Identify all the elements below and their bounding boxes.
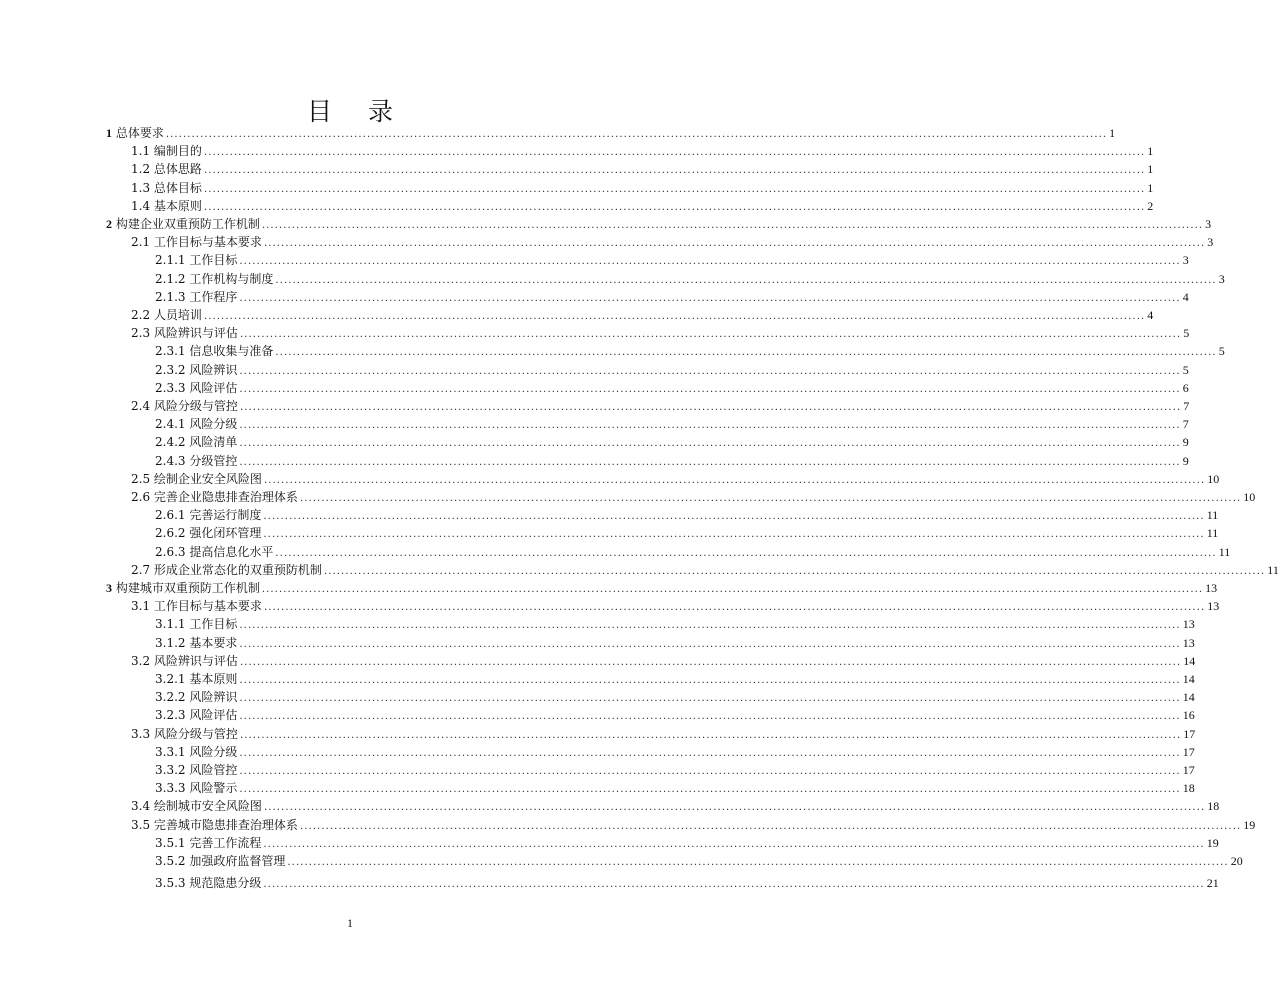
- toc-entry-page: 13: [1182, 635, 1195, 650]
- toc-entry-number: 2.4: [131, 399, 151, 413]
- toc-entry-number: 2.6: [131, 490, 151, 504]
- toc-leader-dots: ............................................................................................................................................................................................................................: [239, 256, 1181, 268]
- toc-entry[interactable]: [155, 434, 1189, 450]
- toc-entry-text: 工作机构与制度: [189, 271, 274, 286]
- toc-entry-page: 9: [1182, 453, 1189, 468]
- toc-entry-page: 11: [1218, 544, 1231, 559]
- toc-entry-page: 19: [1243, 817, 1256, 832]
- toc-entry-text: 绘制企业安全风险图: [153, 471, 262, 486]
- toc-entry-page: 13: [1205, 581, 1218, 595]
- toc-entry-text: 完善企业隐患排查治理体系: [153, 490, 298, 504]
- toc-entry-label: [131, 653, 238, 669]
- toc-entry-number: 3.1: [131, 599, 151, 614]
- toc-entry-page: 19: [1206, 835, 1219, 850]
- toc-leader-dots: ............................................................................................................................................................................................................................: [239, 456, 1181, 468]
- toc-entry-page: 5: [1218, 344, 1225, 359]
- toc-entry-text: 风险管控: [189, 763, 238, 777]
- toc-entry-number: 3.3.1: [155, 744, 186, 759]
- toc-leader-dots: ............................................................................................................................................................................................................................: [275, 347, 1217, 359]
- toc-entry[interactable]: [106, 580, 1218, 596]
- toc-entry-page: 13: [1182, 617, 1195, 632]
- toc-leader-dots: ............................................................................................................................................................................................................................: [263, 529, 1205, 541]
- toc-entry[interactable]: [131, 562, 1279, 578]
- toc-entry-number: 2.6.3: [155, 544, 186, 559]
- toc-entry-number: 2.1.2: [155, 271, 186, 286]
- toc-entry-number: 3.2.1: [155, 672, 186, 686]
- toc-entry[interactable]: [155, 635, 1195, 651]
- toc-entry-page: 1: [1109, 126, 1116, 140]
- toc-entry-page: 18: [1207, 799, 1220, 814]
- toc-entry-label: [131, 143, 202, 159]
- toc-entry[interactable]: [155, 416, 1189, 432]
- toc-leader-dots: ............................................................................................................................................................................................................................: [261, 220, 1204, 231]
- toc-leader-dots: ............................................................................................................................................................................................................................: [239, 747, 1181, 759]
- toc-entry[interactable]: [131, 798, 1220, 814]
- toc-entry-label: [131, 562, 322, 578]
- toc-entry-text: 构建企业双重预防工作机制: [115, 217, 260, 231]
- toc-entry[interactable]: [155, 343, 1225, 359]
- toc-entry-page: 10: [1243, 490, 1256, 504]
- toc-leader-dots: ............................................................................................................................................................................................................................: [239, 784, 1181, 796]
- toc-entry-number: 1.4: [131, 198, 151, 213]
- toc-leader-dots: ............................................................................................................................................................................................................................: [239, 402, 1182, 413]
- toc-leader-dots: ............................................................................................................................................................................................................................: [263, 602, 1206, 614]
- toc-entry-text: 风险评估: [189, 380, 238, 395]
- toc-entry-text: 风险辨识与评估: [153, 326, 238, 341]
- toc-entry-page: 7: [1182, 417, 1189, 432]
- toc-entry-text: 风险辨识: [189, 362, 238, 377]
- toc-entry-page: 4: [1147, 308, 1154, 322]
- toc-entry-number: 2.6.2: [155, 526, 186, 541]
- toc-entry-number: 3.3.3: [155, 781, 186, 796]
- toc-entry-label: [155, 635, 237, 651]
- toc-entry[interactable]: [155, 780, 1195, 796]
- toc-leader-dots: ............................................................................................................................................................................................................................: [239, 711, 1181, 723]
- toc-entry-text: 完善城市隐患排查治理体系: [153, 817, 298, 832]
- toc-entry-number: 3.4: [131, 799, 151, 814]
- toc-entry-text: 绘制城市安全风险图: [153, 799, 262, 814]
- toc-entry-label: [155, 780, 237, 796]
- toc-entry[interactable]: [155, 707, 1195, 723]
- toc-entry-page: 4: [1182, 289, 1189, 304]
- toc-entry-text: 强化闭环管理: [189, 526, 262, 541]
- toc-entry-label: [155, 416, 237, 432]
- toc-entry[interactable]: [155, 252, 1189, 268]
- toc-entry-label: [155, 835, 261, 851]
- toc-entry-label: [131, 234, 262, 250]
- toc-leader-dots: ............................................................................................................................................................................................................................: [299, 820, 1242, 832]
- toc-entry-page: 17: [1183, 726, 1196, 741]
- toc-entry-label: [155, 289, 237, 305]
- toc-entry-number: 3.1.2: [155, 635, 186, 650]
- toc-entry[interactable]: [155, 762, 1195, 778]
- toc-entry-label: [155, 853, 285, 869]
- toc-leader-dots: ............................................................................................................................................................................................................................: [203, 201, 1146, 213]
- toc-leader-dots: ............................................................................................................................................................................................................................: [239, 383, 1181, 395]
- toc-entry-text: 风险分级与管控: [153, 726, 238, 741]
- toc-entry-label: [131, 798, 262, 814]
- toc-entry-page: 11: [1206, 526, 1219, 541]
- toc-entry-page: 1: [1147, 162, 1154, 177]
- page-title: 目 录: [307, 97, 407, 126]
- toc-entry-page: 11: [1267, 562, 1279, 577]
- toc-entry-text: 提高信息化水平: [189, 544, 274, 559]
- toc-entry[interactable]: [155, 525, 1219, 541]
- toc-entry-text: 编制目的: [153, 144, 202, 159]
- toc-entry[interactable]: [155, 875, 1219, 891]
- toc-entry-number: 1.3: [131, 180, 151, 195]
- toc-entry-label: [155, 671, 237, 687]
- toc-leader-dots: ............................................................................................................................................................................................................................: [263, 238, 1206, 250]
- toc-entry-label: [155, 271, 273, 287]
- toc-entry[interactable]: [131, 653, 1196, 669]
- toc-entry[interactable]: [131, 598, 1220, 614]
- toc-entry-label: [131, 398, 238, 414]
- toc-entry-label: [155, 544, 273, 560]
- toc-entry-number: 2.3.1: [155, 344, 186, 359]
- toc-entry-text: 风险分级: [189, 744, 238, 759]
- toc-entry-text: 工作目标: [189, 617, 238, 632]
- toc-entry-label: [106, 216, 260, 232]
- toc-entry[interactable]: [155, 453, 1189, 469]
- toc-entry[interactable]: [131, 198, 1154, 214]
- toc-entry-label: [155, 252, 237, 268]
- toc-entry[interactable]: [131, 398, 1190, 414]
- toc-entry-page: 20: [1230, 854, 1243, 868]
- toc-entry[interactable]: [131, 325, 1190, 341]
- toc-entry-page: 14: [1182, 690, 1195, 705]
- toc-entry-page: 11: [1206, 508, 1219, 523]
- toc-entry[interactable]: [155, 853, 1243, 869]
- toc-entry[interactable]: [131, 161, 1154, 177]
- toc-entry-text: 风险分级: [189, 417, 238, 432]
- toc-entry-label: [155, 434, 237, 450]
- toc-leader-dots: ............................................................................................................................................................................................................................: [261, 584, 1204, 595]
- toc-entry-page: 14: [1182, 672, 1195, 686]
- toc-entry-number: 2.1: [131, 235, 151, 250]
- toc-entry-text: 风险分级与管控: [153, 399, 238, 413]
- toc-entry-number: 3.5.1: [155, 835, 186, 850]
- toc-entry-text: 风险警示: [189, 781, 238, 796]
- toc-entry-label: [131, 161, 202, 177]
- toc-entry-text: 工作目标与基本要求: [153, 235, 262, 250]
- toc-entry-label: [155, 362, 237, 378]
- toc-entry-number: 3: [106, 581, 112, 595]
- toc-entry-label: [155, 453, 237, 469]
- toc-entry-label: [131, 180, 202, 196]
- toc-entry-page: 6: [1182, 380, 1189, 395]
- toc-entry-label: [131, 817, 298, 833]
- toc-entry[interactable]: [155, 362, 1189, 378]
- toc-entry-label: [155, 689, 237, 705]
- toc-leader-dots: ............................................................................................................................................................................................................................: [287, 857, 1229, 868]
- toc-entry-text: 完善运行制度: [189, 508, 262, 523]
- toc-entry-number: 2.6.1: [155, 508, 186, 523]
- toc-entry-page: 13: [1207, 599, 1220, 614]
- toc-entry-text: 风险评估: [189, 708, 238, 723]
- toc-leader-dots: ............................................................................................................................................................................................................................: [263, 474, 1206, 486]
- toc-entry-number: 3.5.3: [155, 876, 186, 891]
- toc-entry-text: 工作目标与基本要求: [153, 599, 262, 614]
- toc-entry-page: 21: [1206, 876, 1219, 891]
- toc-entry-number: 2.3.2: [155, 362, 186, 377]
- toc-entry[interactable]: [106, 125, 1116, 141]
- toc-entry-number: 3.5.2: [155, 854, 186, 868]
- toc-entry-page: 10: [1207, 471, 1220, 486]
- toc-leader-dots: ............................................................................................................................................................................................................................: [239, 438, 1181, 450]
- toc-entry-number: 3.1.1: [155, 617, 186, 632]
- toc-entry-text: 总体目标: [153, 180, 202, 195]
- toc-entry-page: 3: [1218, 271, 1225, 286]
- toc-entry-text: 风险辨识与评估: [153, 653, 238, 668]
- toc-entry[interactable]: [155, 289, 1189, 305]
- toc-leader-dots: ............................................................................................................................................................................................................................: [239, 675, 1181, 686]
- toc-entry-number: 2.2: [131, 308, 151, 322]
- toc-entry[interactable]: [155, 507, 1219, 523]
- toc-leader-dots: ............................................................................................................................................................................................................................: [263, 838, 1205, 850]
- toc-entry-number: 2.4.3: [155, 453, 186, 468]
- toc-entry[interactable]: [155, 380, 1189, 396]
- toc-entry-label: [131, 726, 238, 742]
- toc-leader-dots: ............................................................................................................................................................................................................................: [239, 292, 1181, 304]
- toc-leader-dots: ............................................................................................................................................................................................................................: [203, 165, 1146, 177]
- toc-entry-text: 风险辨识: [189, 690, 238, 705]
- toc-entry-label: [106, 580, 260, 596]
- toc-leader-dots: ............................................................................................................................................................................................................................: [165, 129, 1108, 140]
- toc-entry-text: 信息收集与准备: [189, 344, 274, 359]
- toc-entry-number: 1: [106, 126, 112, 140]
- toc-entry-text: 工作目标: [189, 253, 238, 268]
- toc-entry-number: 2.4.1: [155, 417, 186, 432]
- toc-entry-number: 2.3: [131, 326, 151, 341]
- toc-leader-dots: ............................................................................................................................................................................................................................: [275, 274, 1217, 286]
- toc-entry[interactable]: [155, 271, 1225, 287]
- toc-entry-label: [131, 325, 238, 341]
- toc-entry-page: 3: [1207, 235, 1214, 250]
- toc-entry-text: 人员培训: [153, 308, 202, 322]
- toc-entry-page: 17: [1182, 744, 1195, 759]
- toc-entry-label: [131, 307, 202, 323]
- toc-entry-number: 1.1: [131, 144, 151, 159]
- toc-leader-dots: ............................................................................................................................................................................................................................: [239, 329, 1182, 341]
- toc-entry-number: 2.1.1: [155, 253, 186, 268]
- toc-entry-label: [155, 875, 261, 891]
- toc-entry-label: [131, 471, 262, 487]
- toc-entry-text: 规范隐患分级: [189, 876, 262, 891]
- toc-entry-text: 总体要求: [115, 126, 164, 140]
- toc-entry[interactable]: [131, 234, 1214, 250]
- toc-entry-label: [155, 525, 261, 541]
- toc-entry-number: 3.3.2: [155, 763, 186, 777]
- toc-entry[interactable]: [155, 689, 1195, 705]
- toc-entry-label: [155, 744, 237, 760]
- toc-entry-text: 形成企业常态化的双重预防机制: [153, 562, 322, 577]
- toc-leader-dots: ............................................................................................................................................................................................................................: [239, 766, 1181, 777]
- toc-entry-page: 1: [1147, 144, 1154, 159]
- toc-entry-label: [155, 616, 237, 632]
- toc-entry-page: 5: [1182, 362, 1189, 377]
- toc-entry-page: 7: [1183, 399, 1190, 413]
- toc-leader-dots: ............................................................................................................................................................................................................................: [239, 420, 1181, 432]
- toc-leader-dots: ............................................................................................................................................................................................................................: [275, 547, 1217, 559]
- toc-entry-page: 3: [1205, 217, 1212, 231]
- toc-entry-label: [155, 380, 237, 396]
- toc-entry-number: 3.5: [131, 817, 151, 832]
- toc-entry-text: 构建城市双重预防工作机制: [115, 581, 260, 595]
- toc-entry-page: 2: [1147, 198, 1154, 213]
- toc-entry-number: 3.2.3: [155, 708, 186, 723]
- toc-entry-page: 17: [1182, 763, 1195, 777]
- footer-page-number: 1: [347, 916, 353, 930]
- toc-leader-dots: ............................................................................................................................................................................................................................: [263, 511, 1205, 523]
- toc-entry-page: 14: [1183, 653, 1196, 668]
- toc-leader-dots: ............................................................................................................................................................................................................................: [203, 147, 1146, 159]
- toc-entry-label: [155, 707, 237, 723]
- toc-entry-label: [106, 125, 164, 141]
- toc-entry-text: 基本原则: [189, 672, 238, 686]
- toc-entry[interactable]: [131, 817, 1256, 833]
- toc-entry-text: 风险清单: [189, 435, 238, 450]
- toc-entry-label: [155, 343, 273, 359]
- toc-entry-number: 2.7: [131, 562, 151, 577]
- toc-entry-number: 3.3: [131, 726, 151, 741]
- toc-leader-dots: ............................................................................................................................................................................................................................: [239, 365, 1181, 377]
- toc-entry-page: 9: [1182, 435, 1189, 450]
- toc-entry-label: [131, 598, 262, 614]
- toc-entry-number: 2.3.3: [155, 380, 186, 395]
- toc-entry-text: 分级管控: [189, 453, 238, 468]
- toc-entry-label: [155, 762, 237, 778]
- toc-entry-text: 工作程序: [189, 289, 238, 304]
- toc-leader-dots: ............................................................................................................................................................................................................................: [263, 879, 1205, 891]
- toc-entry-number: 3.2: [131, 653, 151, 668]
- toc-entry-page: 18: [1182, 781, 1195, 796]
- toc-entry-page: 5: [1183, 326, 1190, 341]
- toc-leader-dots: ............................................................................................................................................................................................................................: [203, 183, 1146, 195]
- toc-entry[interactable]: [131, 471, 1220, 487]
- toc-entry-page: 1: [1147, 180, 1154, 195]
- toc-entry[interactable]: [155, 835, 1219, 851]
- toc-entry[interactable]: [131, 180, 1154, 196]
- toc-leader-dots: ............................................................................................................................................................................................................................: [299, 493, 1242, 504]
- toc-entry[interactable]: [155, 544, 1231, 560]
- toc-leader-dots: ............................................................................................................................................................................................................................: [239, 693, 1181, 705]
- toc-entry-number: 2.5: [131, 471, 151, 486]
- toc-leader-dots: ............................................................................................................................................................................................................................: [239, 656, 1182, 668]
- toc-entry-page: 3: [1182, 253, 1189, 268]
- toc-entry-text: 加强政府监督管理: [189, 854, 286, 868]
- toc-entry-text: 基本要求: [189, 635, 238, 650]
- toc-entry-label: [131, 198, 202, 214]
- toc-entry[interactable]: [155, 671, 1195, 687]
- toc-entry-text: 完善工作流程: [189, 835, 262, 850]
- toc-entry-number: 3.2.2: [155, 690, 186, 705]
- toc-entry[interactable]: [106, 216, 1212, 232]
- toc-entry[interactable]: [155, 616, 1195, 632]
- toc-entry[interactable]: [131, 143, 1154, 159]
- toc-entry[interactable]: [131, 307, 1154, 323]
- toc-entry-number: 2: [106, 217, 112, 231]
- toc-entry[interactable]: [131, 726, 1196, 742]
- toc-leader-dots: ............................................................................................................................................................................................................................: [263, 802, 1206, 814]
- toc-entry-number: 2.4.2: [155, 435, 186, 450]
- toc-entry[interactable]: [131, 489, 1256, 505]
- toc-leader-dots: ............................................................................................................................................................................................................................: [323, 565, 1266, 577]
- toc-entry-text: 总体思路: [153, 162, 202, 177]
- toc-entry-number: 1.2: [131, 162, 151, 177]
- toc-leader-dots: ............................................................................................................................................................................................................................: [239, 729, 1182, 741]
- toc-entry-text: 基本原则: [153, 198, 202, 213]
- toc-entry-page: 16: [1182, 708, 1195, 723]
- toc-leader-dots: ............................................................................................................................................................................................................................: [239, 620, 1181, 632]
- toc-leader-dots: ............................................................................................................................................................................................................................: [203, 311, 1146, 322]
- toc-entry-label: [155, 507, 261, 523]
- toc-entry-number: 2.1.3: [155, 289, 186, 304]
- toc-entry-label: [131, 489, 298, 505]
- toc-leader-dots: ............................................................................................................................................................................................................................: [239, 638, 1181, 650]
- toc-entry[interactable]: [155, 744, 1195, 760]
